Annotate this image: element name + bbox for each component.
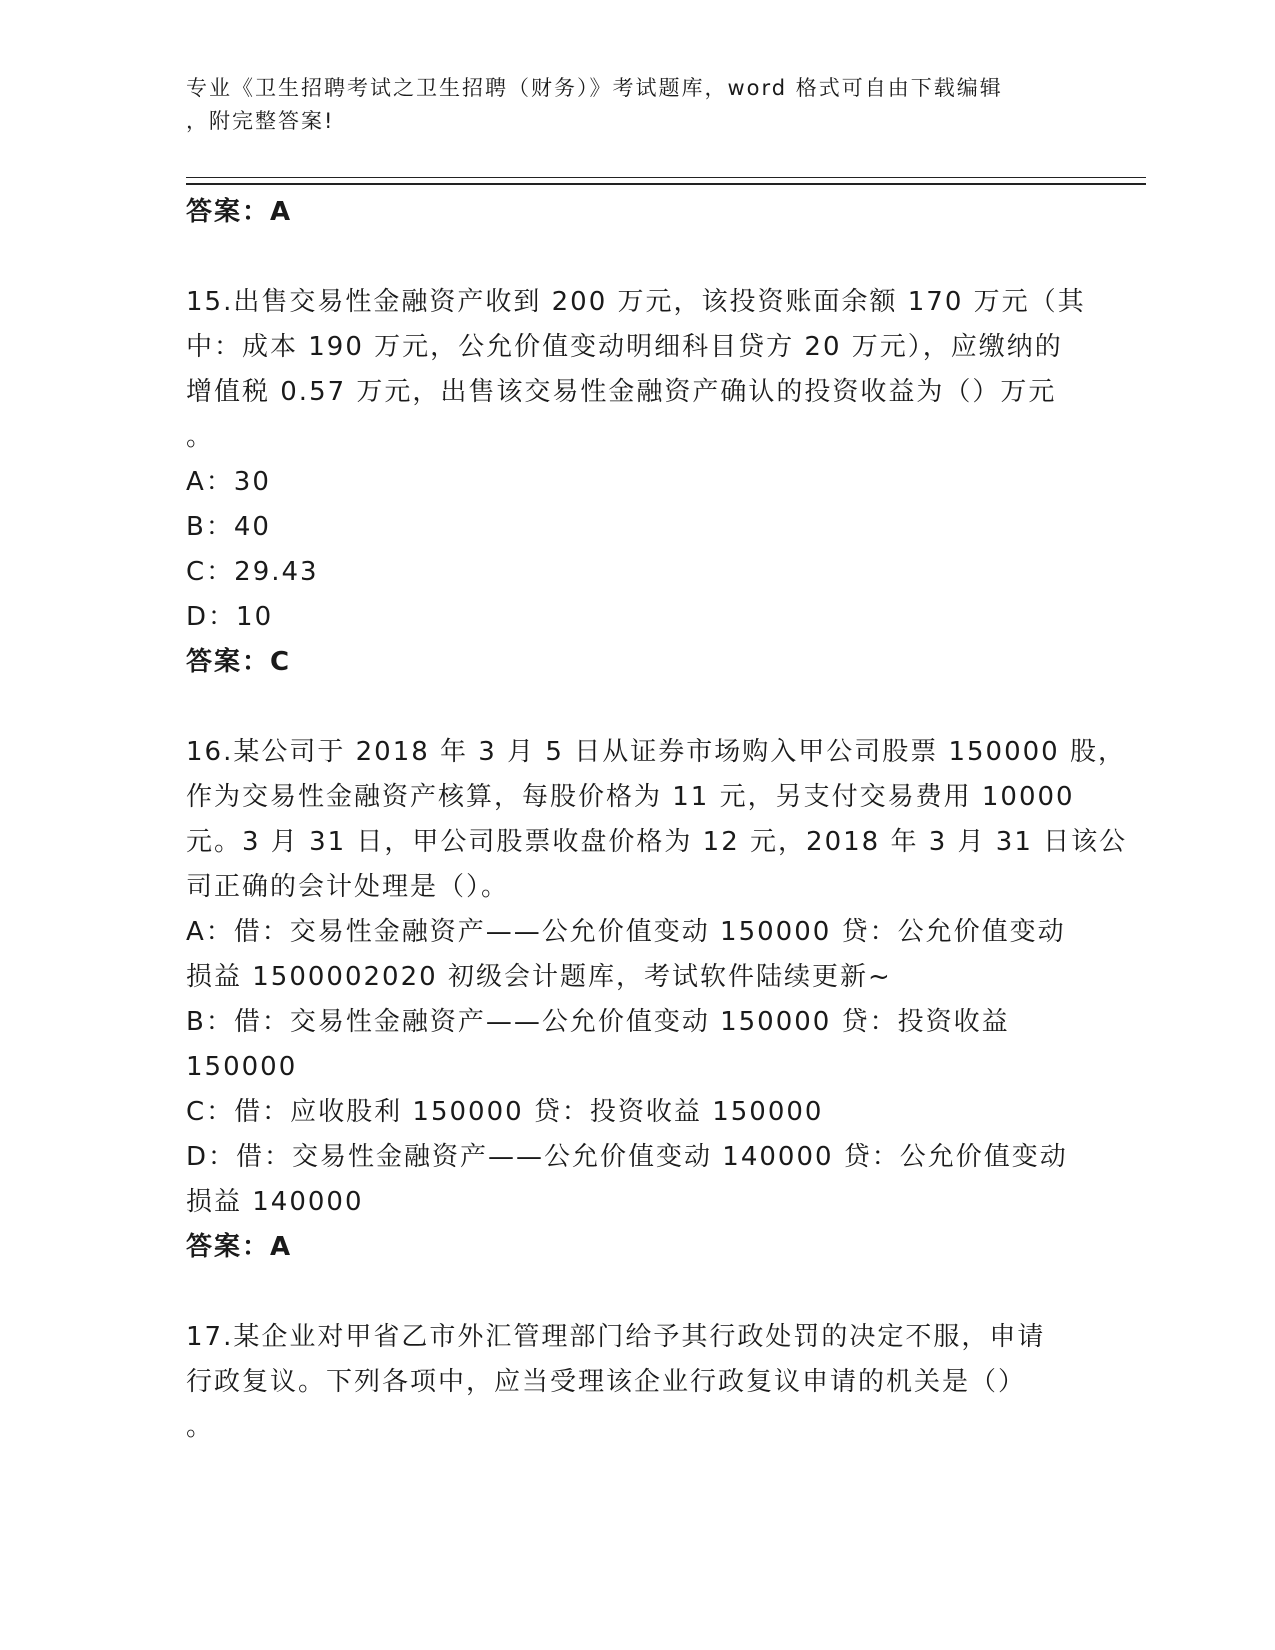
- header-line-1: 专业《卫生招聘考试之卫生招聘（财务）》考试题库，word 格式可自由下载编辑: [186, 76, 1003, 100]
- option-d: D：借：交易性金融资产——公允价值变动 140000 贷：公允价值变动: [186, 1142, 1068, 1172]
- option-a: A：借：交易性金融资产——公允价值变动 150000 贷：公允价值变动: [186, 917, 1066, 947]
- question-text-line: 作为交易性金融资产核算，每股价格为 11 元，另支付交易费用 10000: [186, 782, 1075, 812]
- spacer: [186, 235, 1066, 280]
- answer-15: 答案：C: [186, 647, 292, 677]
- answer-16: 答案：A: [186, 1232, 293, 1262]
- option-c: C：29.43: [186, 557, 319, 587]
- header-rule-thick: [186, 183, 1146, 185]
- answer-14: 答案：A: [186, 197, 293, 227]
- option-b: B：40: [186, 512, 271, 542]
- question-17: [186, 1315, 1066, 1450]
- option-b: B：借：交易性金融资产——公允价值变动 150000 贷：投资收益: [186, 1007, 1010, 1037]
- question-text-line: 行政复议。下列各项中，应当受理该企业行政复议申请的机关是（）: [186, 1367, 1027, 1397]
- question-text-line: 。: [186, 1412, 215, 1442]
- question-15: [186, 280, 1086, 685]
- option-b-cont: 150000: [186, 1052, 298, 1082]
- question-text-line: 16.某公司于 2018 年 3 月 5 日从证券市场购入甲公司股票 150000 股，: [186, 737, 1126, 767]
- option-d: D：10: [186, 602, 274, 632]
- document-body: [186, 190, 1128, 1450]
- spacer: [186, 1270, 1066, 1315]
- question-16: [186, 730, 1128, 1270]
- header-rule-thin: [186, 177, 1146, 178]
- page-header: [186, 72, 1066, 138]
- option-a-cont: 损益 1500002020 初级会计题库，考试软件陆续更新~: [186, 962, 892, 992]
- question-text-line: 15.出售交易性金融资产收到 200 万元，该投资账面余额 170 万元（其: [186, 287, 1086, 317]
- header-line-2: ，附完整答案!: [186, 109, 335, 133]
- option-a: A：30: [186, 467, 271, 497]
- option-c: C：借：应收股利 150000 贷：投资收益 150000: [186, 1097, 824, 1127]
- question-text-line: 司正确的会计处理是（）。: [186, 872, 510, 902]
- question-text-line: 。: [186, 422, 215, 452]
- question-text-line: 17.某企业对甲省乙市外汇管理部门给予其行政处罚的决定不服，申请: [186, 1322, 1046, 1352]
- question-text-line: 元。3 月 31 日，甲公司股票收盘价格为 12 元，2018 年 3 月 31 日该公: [186, 827, 1128, 857]
- spacer: [186, 685, 1066, 730]
- question-text-line: 增值税 0.57 万元，出售该交易性金融资产确认的投资收益为（）万元: [186, 377, 1057, 407]
- question-text-line: 中：成本 190 万元，公允价值变动明细科目贷方 20 万元），应缴纳的: [186, 332, 1063, 362]
- option-d-cont: 损益 140000: [186, 1187, 364, 1217]
